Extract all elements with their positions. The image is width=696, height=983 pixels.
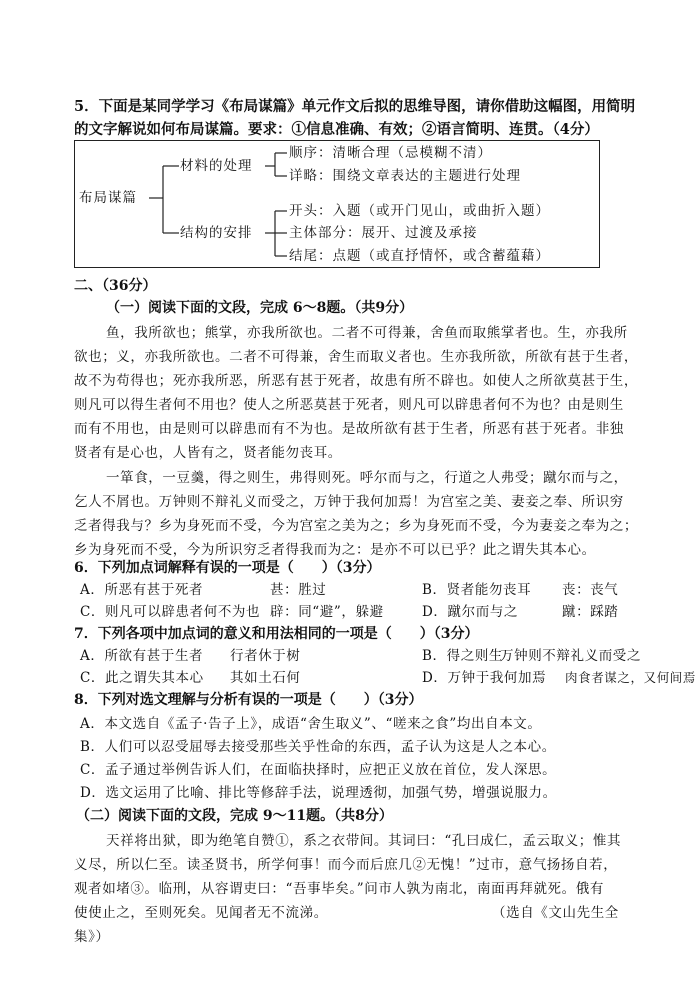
mind-map <box>74 140 600 268</box>
mind-map-branch-material: 材料的处理 <box>180 158 253 174</box>
passage2-source: （选自《文山先生全 <box>492 905 619 921</box>
passage1-line: 则凡可以得生者何不用也？使人之所恶莫甚于死者，则凡可以辟患者何不为也？由是则生 <box>74 397 624 413</box>
q6-stem: 6．下列加点词解释有误的一项是（ ）（3分） <box>74 560 381 576</box>
q8-option-c: C．孟子通过举例告诉人们，在面临抉择时，应把正义放在首位，发人深思。 <box>80 762 557 778</box>
passage1-line: 乡为身死而不受，今为所识穷乏者得我而为之：是亦不可以已乎？此之谓失其本心。 <box>74 542 596 558</box>
q7-option-a-pair: 行者休于树 <box>230 648 301 664</box>
passage1-line: 欲也；义，亦我所欲也。二者不可得兼，舍生而取义者也。生亦我所欲，所欲有甚于生者， <box>74 349 638 365</box>
part1-heading: （一）阅读下面的文段，完成 6～8题。（共9分） <box>106 300 414 316</box>
passage1-line: 一箪食，一豆羹，得之则生，弗得则死。呼尔而与之，行道之人弗受；蹴尔而与之， <box>106 470 628 486</box>
passage2-source-end: 集》） <box>74 929 110 945</box>
q6-option-c: C．则凡可以辟患者何不为也 <box>80 604 261 620</box>
passage1-line: 乏者得我与？乡为身死而不受，今为宫室之美为之；乡为身死而不受，今为妻妾之奉为之； <box>74 518 638 534</box>
passage1-line: 鱼，我所欲也；熊掌，亦我所欲也。二者不可得兼，舍鱼而取熊掌者也。生，亦我所 <box>106 325 628 341</box>
q6-option-c-note: 辟：同“避”，躲避 <box>270 604 384 620</box>
q7-option-c-pair: 其如土石何 <box>230 670 301 686</box>
q5-line2: 的文字解说如何布局谋篇。要求：①信息准确、有效；②语言简明、连贯。（4分） <box>74 121 599 138</box>
passage1-line: 贤者有是心也，人皆有之，贤者能勿丧耳。 <box>74 445 342 461</box>
section2-heading: 二、（36分） <box>74 278 157 294</box>
passage2-line: 义尽，所以仁至。读圣贤书，所学何事！而今而后庶几②无愧！”过市，意气扬扬自若， <box>74 857 618 873</box>
q6-option-b: B．贤者能勿丧耳 <box>422 582 532 598</box>
q6-option-a-note: 甚：胜过 <box>270 582 327 598</box>
passage1-line: 乞人不屑也。万钟则不辩礼义而受之，万钟于我何加焉！为宫室之美、妻妾之奉、所识穷 <box>74 494 624 510</box>
q6-option-a: A．所恶有甚于死者 <box>80 582 204 598</box>
q7-option-b-pair: 万钟则不辩礼义而受之 <box>500 648 641 664</box>
mind-map-leaf-detail: 详略：围绕文章表达的主题进行处理 <box>289 168 521 184</box>
mind-map-leaf-body: 主体部分：展开、过渡及承接 <box>289 225 478 241</box>
q8-stem: 8．下列对选文理解与分析有误的一项是（ ）（3分） <box>74 692 423 708</box>
q7-option-d: D．万钟于我何加焉 <box>422 670 547 686</box>
q7-option-c: C．此之谓失其本心 <box>80 670 204 686</box>
q6-option-b-note: 丧：丧气 <box>562 582 619 598</box>
q8-option-b: B．人们可以忍受屈辱去接受那些关乎性命的东西，孟子认为这是人之本心。 <box>80 739 556 755</box>
q6-option-d: D．蹴尔而与之 <box>422 604 519 620</box>
q7-stem: 7．下列各项中加点词的意义和用法相同的一项是（ ）（3分） <box>74 626 479 642</box>
passage2-line: 天祥将出狱，即为绝笔自赞①，系之衣带间。其词曰：“孔曰成仁，孟云取义；惟其 <box>106 833 622 849</box>
passage2-line: 使使止之，至则死矣。见闻者无不流涕。 <box>74 905 328 921</box>
q5-line1: 5．下面是某同学学习《布局谋篇》单元作文后拟的思维导图，请你借助这幅图，用简明 <box>74 98 636 115</box>
q7-option-b: B．得之则生 <box>422 648 504 664</box>
q7-option-d-pair: 肉食者谋之，又何间焉 <box>565 670 696 685</box>
mind-map-leaf-opening: 开头：入题（或开门见山，或曲折入题） <box>289 203 550 219</box>
passage1-line: 而有不用也，由是则可以辟患而有不为也。是故所欲有甚于生者，所恶有甚于死者。非独 <box>74 421 624 437</box>
q6-option-d-note: 蹴：踩踏 <box>562 604 619 620</box>
part2-heading: （二）阅读下面的文段，完成 9～11题。（共8分） <box>76 808 393 824</box>
passage2-line: 观者如堵③。临刑，从容谓吏曰：“吾事毕矣。”问市人孰为南北，南面再拜就死。俄有 <box>74 881 604 897</box>
q8-option-a: A．本文选自《孟子·告子上》，成语“舍生取义”、“嗟来之食”均出自本文。 <box>80 716 542 732</box>
mind-map-branch-structure: 结构的安排 <box>180 225 253 241</box>
mind-map-leaf-order: 顺序：清晰合理（忌模糊不清） <box>289 145 492 161</box>
q8-option-d: D．选文运用了比喻、排比等修辞手法，说理透彻，加强气势，增强说服力。 <box>80 785 557 801</box>
q7-option-a: A．所欲有甚于生者 <box>80 648 204 664</box>
mind-map-leaf-ending: 结尾：点题（或直抒情怀，或含蓄蕴藉） <box>289 248 550 264</box>
passage1-line: 故不为苟得也；死亦我所恶，所恶有甚于死者，故患有所不辟也。如使人之所欲莫甚于生， <box>74 373 638 389</box>
mind-map-root: 布局谋篇 <box>79 190 137 206</box>
